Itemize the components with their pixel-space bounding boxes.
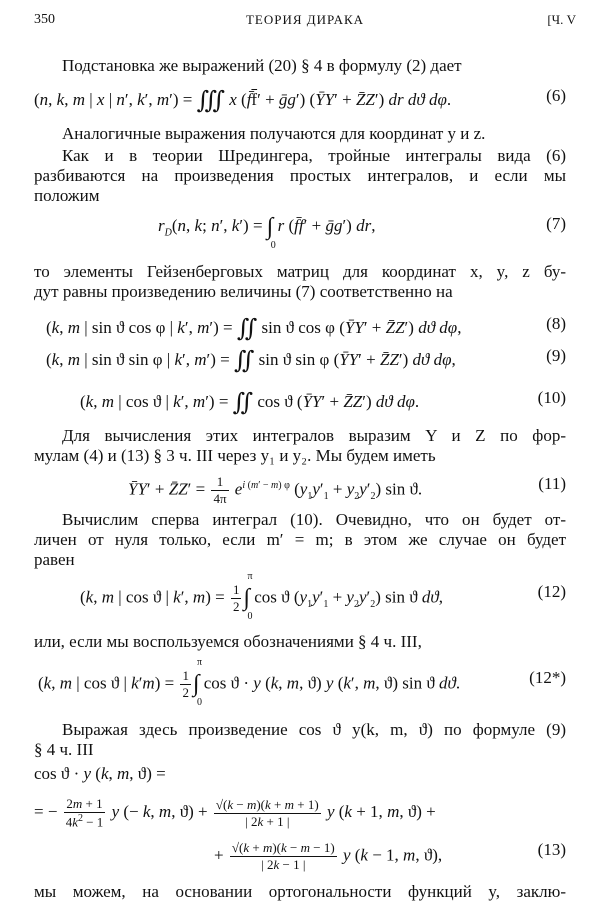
equation-13-line1 xyxy=(0,796,600,830)
paragraph-analogous: Аналогичные выражения получаются для координат y и z. xyxy=(62,124,486,143)
equation-6 xyxy=(0,86,600,116)
running-title: ТЕОРИЯ ДИРАКА xyxy=(245,12,365,27)
equation-9-number: (9) xyxy=(546,346,566,365)
equation-13-line2 xyxy=(0,840,600,870)
equation-13-number: (13) xyxy=(537,840,566,859)
paragraph-triple-integrals-line3: положим xyxy=(34,186,100,205)
equation-12 xyxy=(0,571,600,623)
equation-8-body: (k, m | sin ϑ cos φ | k′, m′) = ∬ sin ϑ cos φ (ȲY′ + Z̄Z′) dϑ dφ, xyxy=(46,316,462,342)
paragraph-triple-integrals-line1: Как и в теории Шредингера, тройные интегралы вида (6) xyxy=(62,146,566,165)
equation-7-number: (7) xyxy=(546,214,566,233)
equation-9 xyxy=(0,346,600,376)
equation-12-star-number: (12*) xyxy=(529,668,566,687)
running-head xyxy=(34,12,576,34)
equation-7-body: $r_D(n$, k; n′, k′) = ∫ 0 r (f̄f′ + ḡg′) dr, xyxy=(158,214,376,251)
paragraph-expressing-line2: § 4 ч. III xyxy=(34,740,94,759)
page-number: 350 xyxy=(34,12,55,27)
equation-13-line2-body: + $\frac{√(k + m)(k - m - 1)}{| 2k - 1 |}$ y (k − 1, m, ϑ), xyxy=(214,840,443,872)
paragraph-expressing-line1: Выражая здесь произведение cos ϑ y(k, m, ϑ) по формуле (9) xyxy=(62,720,566,739)
equation-13-lhs xyxy=(0,764,600,794)
equation-12-star xyxy=(0,657,600,709)
paragraph-matrix-elements-line2: дут равны произведению величины (7) соответственно на xyxy=(34,282,453,301)
equation-6-body: (n, k, m | x | n′, k′, m′) = ∭ x ($f̄\overline{f}'$ + ḡg′) (ȲY′ + Z̄Z′) dr dϑ dφ. xyxy=(34,88,452,114)
equation-13-line1-body: = − $\frac{2m + 1}{4k^2 - 1}$ y (− k, m, ϑ) + $\frac{√(k - m)(k + m + 1)}{| 2k + 1 |}$ y (k + 1, m, ϑ) + xyxy=(34,796,436,830)
paragraph-orthogonality: мы можем, на основании ортогональности функций y, заклю- xyxy=(34,882,566,901)
paragraph-first-integral-line1: Вычислим сперва интеграл (10). Очевидно, что он будет от- xyxy=(62,510,566,529)
equation-6-number: (6) xyxy=(546,86,566,105)
equation-7 xyxy=(0,214,600,251)
paragraph-triple-integrals-line2: разбиваются на произведения простых интегралов, и если мы xyxy=(34,166,566,185)
equation-10 xyxy=(0,388,600,418)
equation-11-number: (11) xyxy=(538,474,566,493)
equation-8 xyxy=(0,314,600,344)
chapter-marker: [Ч. V xyxy=(547,12,576,27)
paragraph-first-integral-line2: личен от нуля только, если m′ = m; в этом же случае он будет xyxy=(34,530,566,549)
equation-11-body: ȲY′ + Z̄Z′ = $\frac{1}{4\pi}$ $e^{i (m' - m) \varphi}$ $(y_1y'_1 + y_2y'_2)$ sin ϑ. xyxy=(128,474,423,506)
paragraph-matrix-elements-line1: то элементы Гейзенберговых матриц для координат x, y, z бу- xyxy=(34,262,566,281)
paragraph-notation: или, если мы воспользуемся обозначениями § 4 ч. III, xyxy=(34,632,422,651)
paragraph-compute-line1: Для вычисления этих интегралов выразим Y и Z по фор- xyxy=(62,426,566,445)
equation-12-body: (k, m | cos ϑ | k′, m) = $\frac{1}{2}$ π ∫ 0 cos ϑ $(y_1y'_1 + y_2y'_2)$ sin ϑ dϑ, xyxy=(80,571,443,623)
equation-12-star-body: (k, m | cos ϑ | k′m) = $\frac{1}{2}$ π ∫ 0 cos ϑ · y (k, m, ϑ) y (k′, m, ϑ) sin ϑ dϑ. xyxy=(38,657,461,709)
paragraph-compute-line2: мулам (4) и (13) § 3 ч. III через y₁ и y₂. Мы будем иметь xyxy=(34,446,436,465)
equation-9-body: (k, m | sin ϑ sin φ | k′, m′) = ∬ sin ϑ sin φ (ȲY′ + Z̄Z′) dϑ dφ, xyxy=(46,348,456,374)
equation-12-number: (12) xyxy=(537,582,566,601)
equation-10-number: (10) xyxy=(537,388,566,407)
equation-10-body: (k, m | cos ϑ | k′, m′) = ∬ cos ϑ (ȲY′ + Z̄Z′) dϑ dφ. xyxy=(80,390,420,416)
equation-13-lhs-body: cos ϑ · y (k, m, ϑ) = xyxy=(34,764,166,783)
paragraph-first-integral-line3: равен xyxy=(34,550,75,569)
equation-11 xyxy=(0,474,600,504)
paragraph-substitution: Подстановка же выражений (20) § 4 в формулу (2) дает xyxy=(62,56,462,75)
equation-8-number: (8) xyxy=(546,314,566,333)
